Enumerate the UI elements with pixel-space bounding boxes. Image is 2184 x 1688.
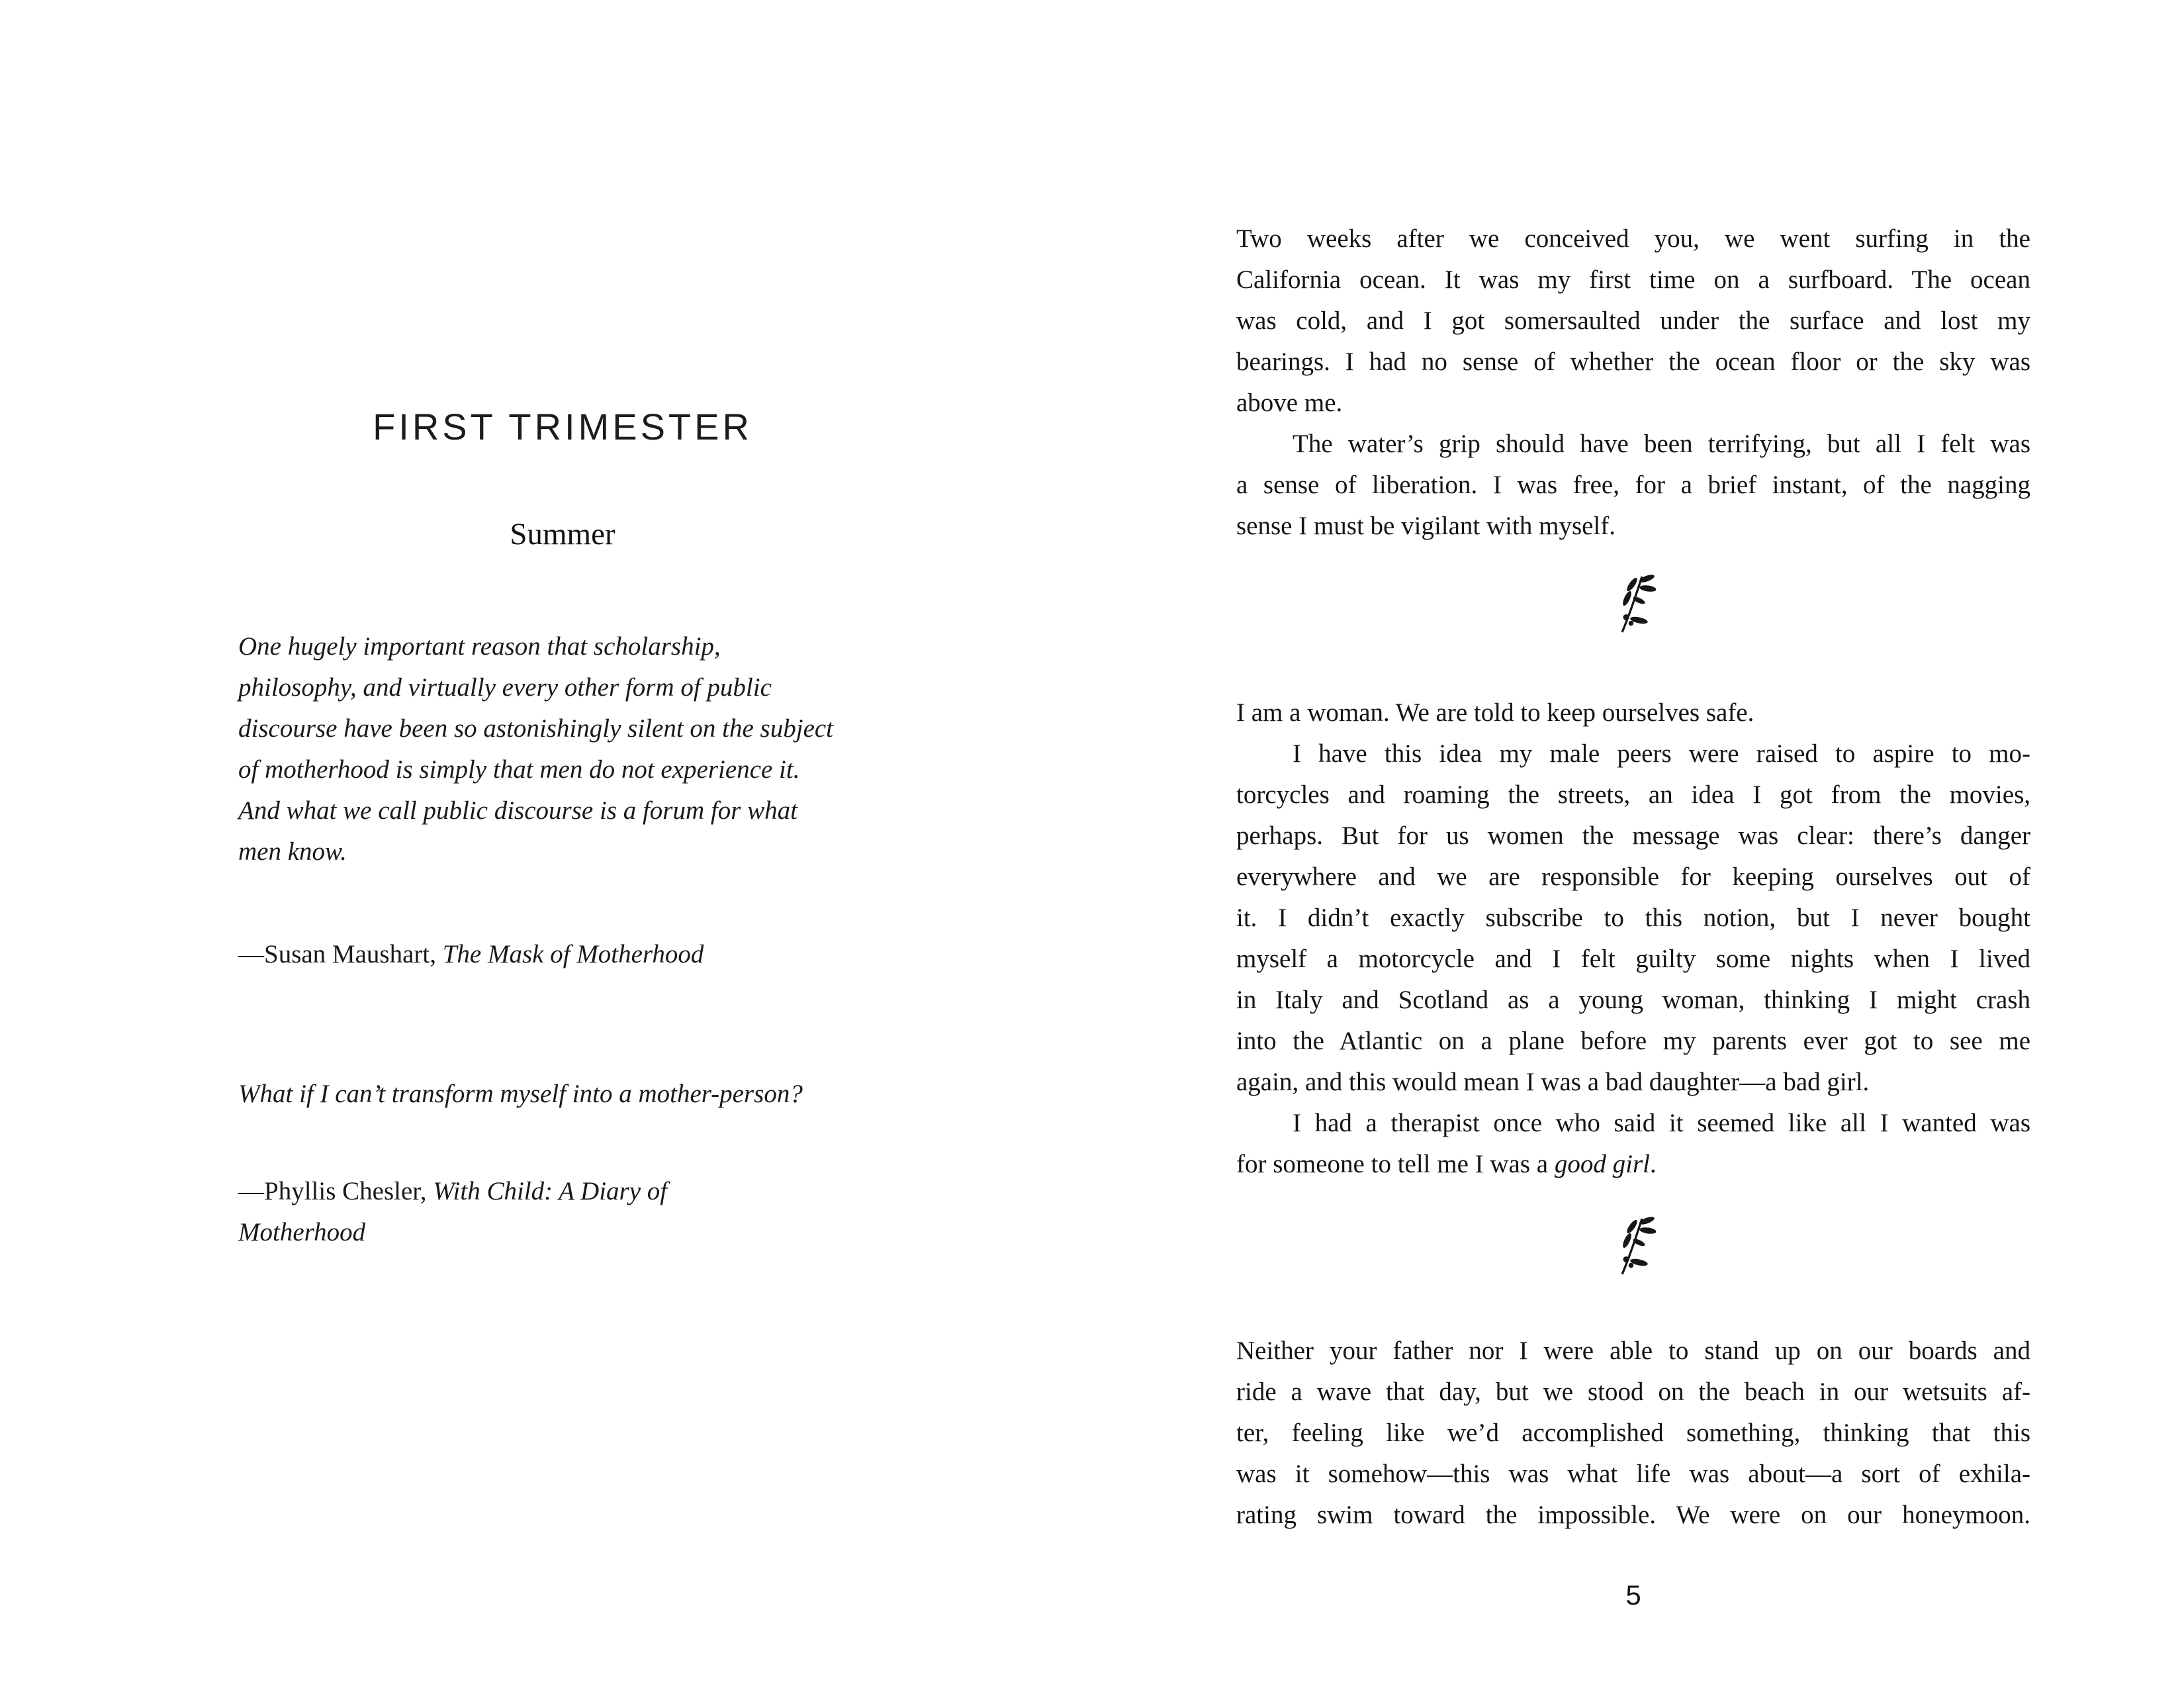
paragraph <box>1236 1103 2030 1185</box>
text-line: everywhere and we are responsible for keeping ourselves out of <box>1236 863 2030 891</box>
epigraph-line: And what we call public discourse is a forum for what <box>238 796 797 825</box>
epigraph-line: philosophy, and virtually every other form of public <box>238 673 772 702</box>
attribution-work-title: With Child: A Diary of <box>433 1177 668 1205</box>
text-line: torcycles and roaming the streets, an idea I got from the movies, <box>1236 780 2030 809</box>
body-section-2 <box>1236 692 2030 1185</box>
body-section-1 <box>1236 218 2030 547</box>
branch-sprig-icon <box>1612 571 1656 634</box>
text-line: I have this idea my male peers were raised to aspire to mo- <box>1293 739 2030 768</box>
text-line: I am a woman. We are told to keep ourselves safe. <box>1236 698 1754 727</box>
epigraph-1 <box>238 626 940 872</box>
text-line: it. I didn’t exactly subscribe to this notion, but I never bought <box>1236 904 2030 932</box>
body-section-3 <box>1236 1331 2030 1536</box>
text-line: was it somehow—this was what life was about—a sort of exhila- <box>1236 1460 2030 1488</box>
epigraph-line: of motherhood is simply that men do not experience it. <box>238 755 800 784</box>
attribution-work-title: The Mask of Motherhood <box>442 940 704 968</box>
text-line: perhaps. But for us women the message was clear: there’s danger <box>1236 821 2030 850</box>
text-line: was cold, and I got somersaulted under the surface and lost my <box>1236 306 2030 335</box>
paragraph <box>1236 692 2030 733</box>
paragraph <box>1236 733 2030 1103</box>
text-line: Two weeks after we conceived you, we went surfing in the <box>1236 224 2030 253</box>
epigraph-line: What if I can’t transform myself into a mother-person? <box>238 1080 803 1108</box>
text-line: sense I must be vigilant with myself. <box>1236 512 1616 540</box>
epigraph-line: men know. <box>238 837 347 866</box>
text-line: bearings. I had no sense of whether the ocean floor or the sky was <box>1236 348 2030 376</box>
text-line: I had a therapist once who said it seemed like all I wanted was <box>1293 1109 2030 1137</box>
text-line: for someone to tell me I was a good girl. <box>1236 1150 1657 1178</box>
attribution-work-title-line2: Motherhood <box>238 1218 366 1246</box>
attribution-author: —Susan Maushart, <box>238 940 443 968</box>
text-line: California ocean. It was my first time on a surfboard. The ocean <box>1236 265 2030 294</box>
text-line: a sense of liberation. I was free, for a brief instant, of the nagging <box>1236 471 2030 499</box>
text-line: ride a wave that day, but we stood on the beach in our wetsuits af- <box>1236 1378 2030 1406</box>
epigraph-1-attribution <box>238 934 940 975</box>
epigraph-2 <box>238 1074 940 1115</box>
paragraph <box>1236 424 2030 547</box>
text-line: rating swim toward the impossible. We were on our honeymoon. <box>1236 1501 2030 1529</box>
text-line: Neither your father nor I were able to stand up on our boards and <box>1236 1336 2030 1365</box>
text-line: in Italy and Scotland as a young woman, thinking I might crash <box>1236 986 2030 1014</box>
page-number: 5 <box>1625 1579 1641 1611</box>
section-title: Summer <box>510 517 615 551</box>
chapter-title: FIRST TRIMESTER <box>373 406 752 447</box>
paragraph <box>1236 1331 2030 1536</box>
epigraph-2-attribution <box>238 1171 940 1253</box>
paragraph <box>1236 218 2030 424</box>
text-line: The water’s grip should have been terrifying, but all I felt was <box>1293 430 2030 458</box>
text-line: myself a motorcycle and I felt guilty some nights when I lived <box>1236 945 2030 973</box>
text-line: ter, feeling like we’d accomplished something, thinking that this <box>1236 1419 2030 1447</box>
branch-sprig-icon <box>1612 1213 1656 1276</box>
text-line: into the Atlantic on a plane before my parents ever got to see me <box>1236 1027 2030 1055</box>
epigraph-line: discourse have been so astonishingly silent on the subject <box>238 714 834 743</box>
attribution-author: —Phyllis Chesler, <box>238 1177 433 1205</box>
text-line: above me. <box>1236 389 1343 417</box>
text-line: again, and this would mean I was a bad daughter—a bad girl. <box>1236 1068 1870 1096</box>
epigraph-line: One hugely important reason that scholarship, <box>238 632 721 661</box>
